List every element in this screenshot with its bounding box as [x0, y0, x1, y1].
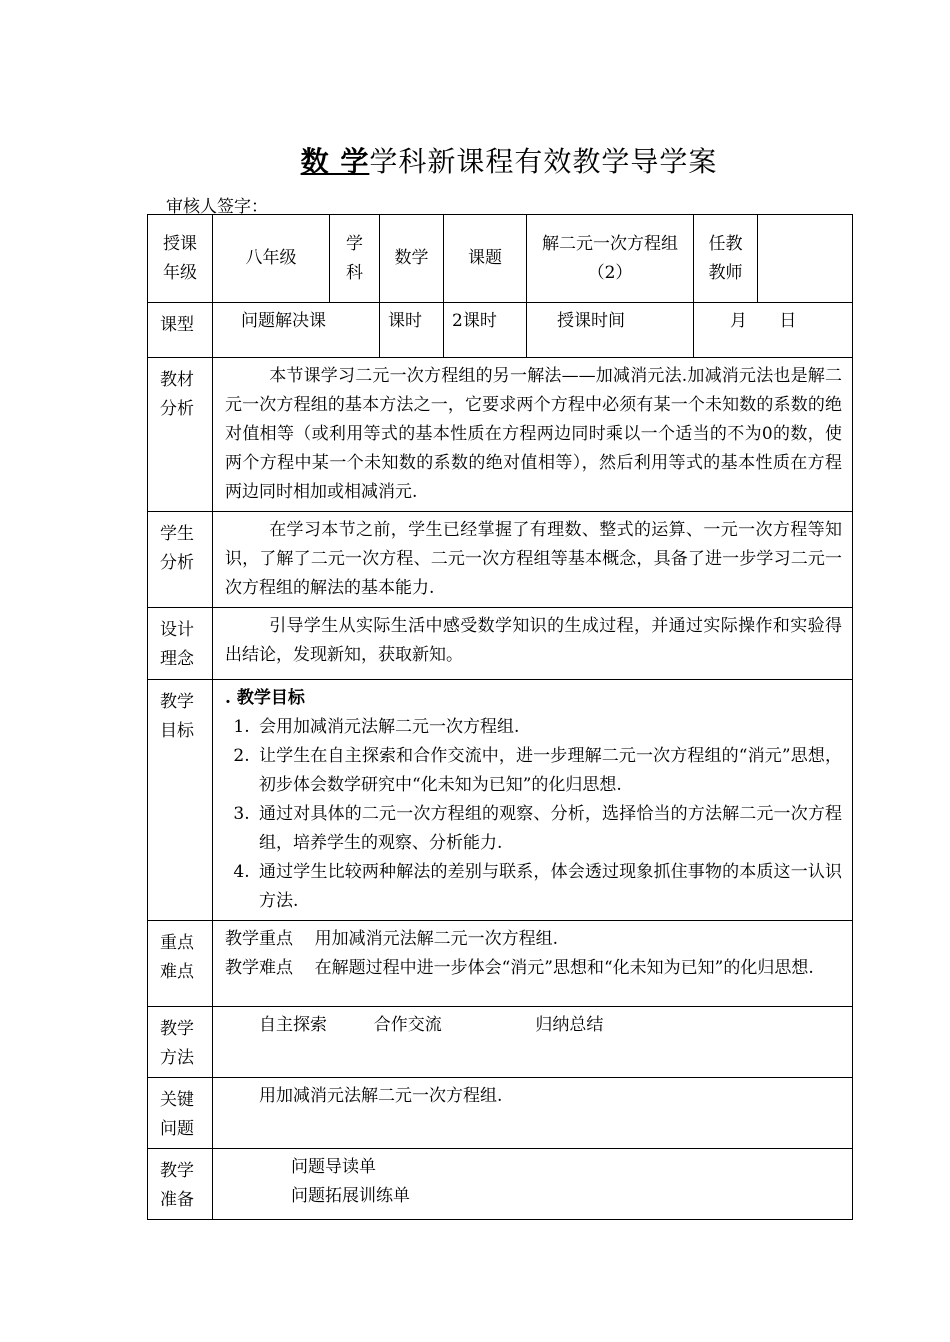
- list-item: 2. 让学生在自主探索和合作交流中，进一步理解二元一次方程组的“消元”思想，初步体会数学研究中“化未知为已知”的化归思想.: [255, 742, 842, 800]
- table-row: [148, 1007, 853, 1078]
- table-row: [148, 680, 853, 921]
- list-item: 4. 通过学生比较两种解法的差别与联系，体会透过现象抓住事物的本质这一认识方法.: [255, 858, 842, 916]
- preparation-item: 问题导读单: [291, 1157, 376, 1177]
- reviewer-signature-label: 审核人签字：: [166, 197, 268, 217]
- topic-value: 解二元一次方程组（2）: [527, 215, 694, 303]
- preparation-label: 教学准备: [148, 1149, 213, 1220]
- table-row: [148, 512, 853, 608]
- table-row: [148, 921, 853, 1007]
- difficult-point: 教学难点 在解题过程中进一步体会“消元”思想和“化未知为已知”的化归思想.: [225, 958, 814, 978]
- goals-list: [225, 713, 842, 916]
- key-point: 教学重点 用加减消元法解二元一次方程组.: [225, 929, 559, 949]
- table-row: [148, 358, 853, 512]
- page-title: [0, 140, 950, 180]
- type-label: 课型: [148, 303, 213, 358]
- list-item: 1. 会用加减消元法解二元一次方程组.: [255, 713, 842, 742]
- grade-label: 授课年级: [148, 215, 213, 303]
- design-text: 引导学生从实际生活中感受数学知识的生成过程，并通过实际操作和实验得出结论，发现新知，获取新知。: [225, 616, 842, 665]
- hours-label: 课时: [380, 303, 444, 358]
- topic-label: 课题: [444, 215, 527, 303]
- title-subject: 数 学: [300, 145, 370, 178]
- analysis-text: 本节课学习二元一次方程组的另一解法——加减消元法.加减消元法也是解二元一次方程组的基本方法之一，它要求两个方程中必须有某一个未知数的系数的绝对值相等（或利用等式的基本性质在方程两边同时乘以一个适当的不为0的数，使两个方程中某一个未知数的系数的绝对值相等），然后利用等式的基本性质在方程两边同时相加或相减消元.: [225, 366, 842, 502]
- teacher-label: 任教教师: [694, 215, 758, 303]
- lesson-plan-table: [147, 214, 853, 1220]
- title-rest: 学科新课程有效教学导学案: [369, 145, 718, 178]
- goals-label: 教学目标: [148, 680, 213, 921]
- key-question-text: 用加减消元法解二元一次方程组.: [259, 1086, 503, 1106]
- hours-value: 2课时: [444, 303, 527, 358]
- key-question-label: 关键问题: [148, 1078, 213, 1149]
- subject-value: 数学: [380, 215, 444, 303]
- focus-label: 重点难点: [148, 921, 213, 1007]
- teacher-value: [758, 215, 853, 303]
- design-label: 设计理念: [148, 608, 213, 680]
- time-label: 授课时间: [527, 303, 694, 358]
- table-row: [148, 1149, 853, 1220]
- grade-value: 八年级: [213, 215, 330, 303]
- preparation-item: 问题拓展训练单: [291, 1186, 410, 1206]
- methods-label: 教学方法: [148, 1007, 213, 1078]
- type-value: 问题解决课: [213, 303, 380, 358]
- goals-heading: . 教学目标: [225, 688, 305, 708]
- table-row: [148, 608, 853, 680]
- table-row: [148, 1078, 853, 1149]
- table-row: [148, 215, 853, 303]
- students-text: 在学习本节之前，学生已经掌握了有理数、整式的运算、一元一次方程等知识，了解了二元一次方程、二元一次方程组等基本概念，具备了进一步学习二元一次方程组的解法的基本能力.: [225, 520, 842, 598]
- table-row: [148, 303, 853, 358]
- students-label: 学生分析: [148, 512, 213, 608]
- methods-text: 自主探索 合作交流 归纳总结: [259, 1015, 604, 1035]
- time-value: 月 日: [694, 303, 853, 358]
- analysis-label: 教材分析: [148, 358, 213, 512]
- list-item: 3. 通过对具体的二元一次方程组的观察、分析，选择恰当的方法解二元一次方程组，培养学生的观察、分析能力.: [255, 800, 842, 858]
- subject-label: 学科: [330, 215, 380, 303]
